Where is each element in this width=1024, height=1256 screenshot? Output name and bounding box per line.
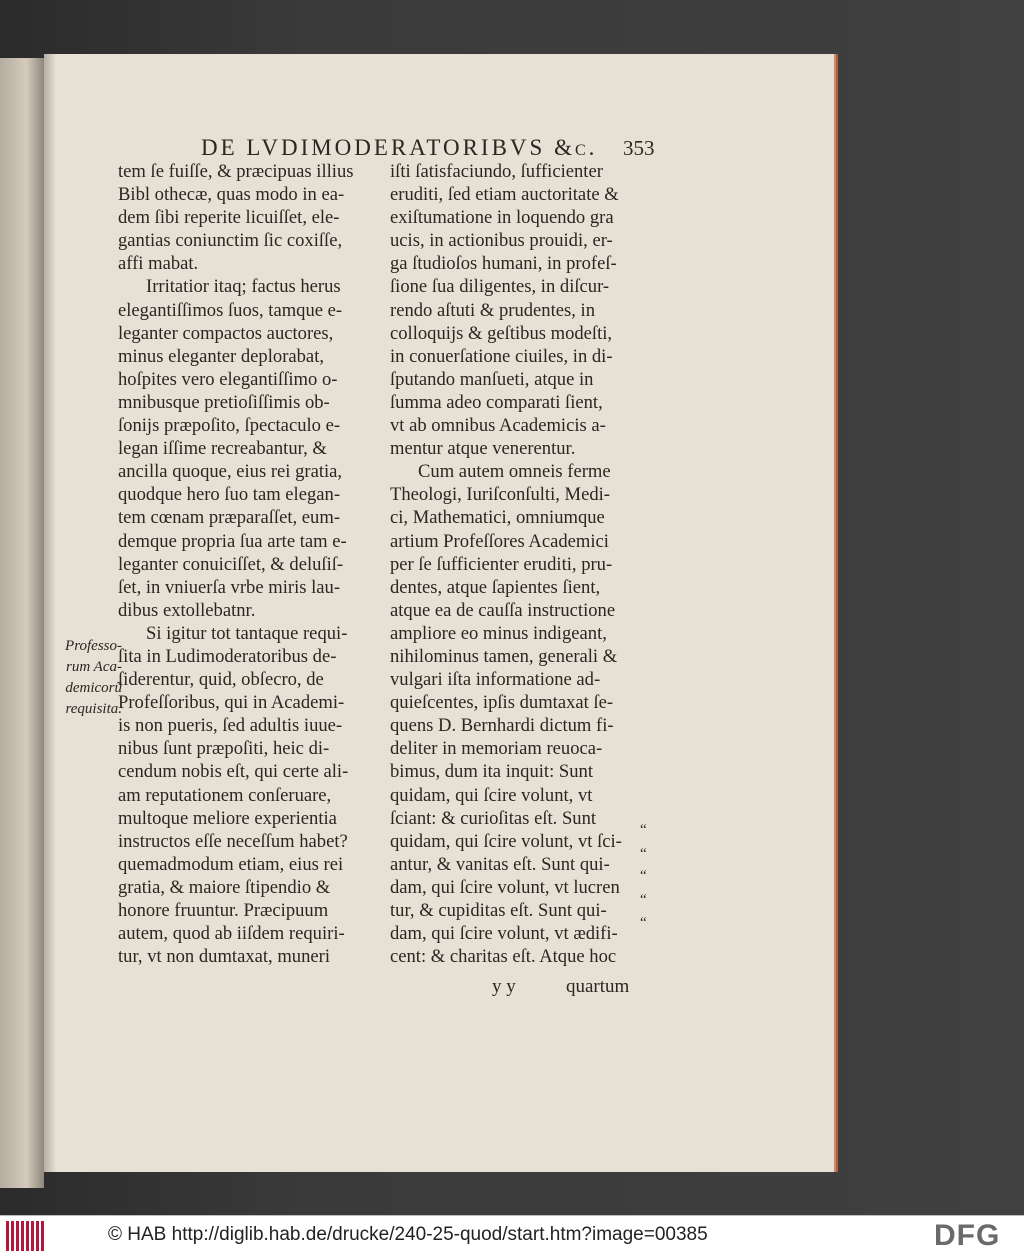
- text-line: nihilominus tamen, generali &: [390, 645, 618, 667]
- text-line: vulgari iſta informatione ad-: [390, 669, 601, 691]
- catchword: quartum: [566, 976, 630, 997]
- footer-bar: [0, 1215, 1024, 1256]
- marginal-note-line: rum Aca-: [66, 659, 122, 675]
- text-line: Irritatior itaq; factus herus: [146, 276, 341, 298]
- text-line: leganter compactos auctores,: [118, 322, 334, 344]
- text-line: ucis, in actionibus prouidi, er-: [390, 230, 613, 252]
- text-line: instructos eſſe neceſſum habet?: [118, 830, 348, 852]
- text-line: ampliore eo minus indigeant,: [390, 622, 607, 644]
- left-page-edge: [0, 58, 44, 1188]
- text-line: vt ab omnibus Academicis a-: [390, 415, 606, 437]
- text-line: tur, & cupiditas eſt. Sunt qui-: [390, 900, 607, 921]
- text-line: ſione ſua diligentes, in diſcur-: [390, 276, 610, 298]
- text-line: per ſe ſufficienter eruditi, pru-: [390, 553, 613, 575]
- text-line: mnibusque pretioſiſſimis ob-: [118, 391, 330, 413]
- text-line: quidam, qui ſcire volunt, vt: [390, 784, 593, 806]
- text-line: is non pueris, ſed adultis iuue-: [118, 715, 343, 737]
- hab-logo-icon[interactable]: [6, 1221, 46, 1251]
- quote-mark: “: [640, 822, 647, 838]
- text-line: dam, qui ſcire volunt, vt lucren: [390, 876, 620, 898]
- text-line: autem, quod ab iiſdem requiri-: [118, 923, 345, 945]
- text-line: tem ſe fuiſſe, & præcipuas illius: [118, 161, 354, 182]
- marginal-note-line: requisita.: [65, 701, 122, 717]
- text-line: rendo aſtuti & prudentes, in: [390, 299, 596, 321]
- text-line: nibus ſunt præpoſiti, heic di-: [118, 738, 330, 760]
- page-spine-shadow: [44, 54, 56, 1172]
- text-line: ſonijs præpoſito, ſpectaculo e-: [118, 415, 341, 437]
- text-line: honore fruuntur. Præcipuum: [118, 900, 329, 921]
- quote-mark: “: [640, 868, 647, 884]
- text-line: quidam, qui ſcire volunt, vt ſci-: [390, 830, 622, 852]
- text-line: quieſcentes, ipſis dumtaxat ſe-: [390, 692, 614, 714]
- text-line: bimus, dum ita inquit: Sunt: [390, 761, 593, 783]
- text-line: cent: & charitas eſt. Atque hoc: [390, 946, 617, 968]
- text-line: iſti ſatisfaciundo, ſufficienter: [390, 161, 603, 182]
- text-line: quens D. Bernhardi dictum fi-: [390, 715, 614, 737]
- text-line: quemadmodum etiam, eius rei: [118, 853, 344, 875]
- text-line: ga ſtudioſos humani, in profeſ-: [390, 253, 617, 275]
- text-line: antur, & vanitas eſt. Sunt qui-: [390, 853, 610, 875]
- text-line: dentes, atque ſapientes ſient,: [390, 576, 601, 598]
- signature-mark: y y: [492, 976, 516, 997]
- text-line: minus eleganter deplorabat,: [118, 345, 325, 367]
- text-line: dibus extollebatnr.: [118, 599, 256, 621]
- text-line: Si igitur tot tantaque requi-: [146, 622, 348, 644]
- footer-source-link[interactable]: © HAB http://diglib.hab.de/drucke/240-25-quod/start.htm?image=00385: [108, 1224, 708, 1245]
- text-line: atque ea de cauſſa instructione: [390, 599, 616, 621]
- quote-mark: “: [640, 915, 647, 931]
- marginal-note-line: Professo-: [65, 638, 122, 654]
- text-line: elegantiſſimos ſuos, tamque e-: [118, 299, 343, 321]
- quote-mark: “: [640, 846, 647, 862]
- text-line: ſputando manſueti, atque in: [390, 368, 594, 390]
- text-column-right: [390, 160, 652, 968]
- page-number: 353: [623, 136, 655, 160]
- text-line: ancilla quoque, eius rei gratia,: [118, 461, 343, 483]
- text-line: Bibl othecæ, quas modo in ea-: [118, 184, 345, 206]
- text-line: dam, qui ſcire volunt, vt ædifi-: [390, 923, 618, 945]
- text-line: artium Profeſſores Academici: [390, 530, 609, 552]
- quote-mark: “: [640, 892, 647, 908]
- dfg-logo[interactable]: DFG: [934, 1219, 1001, 1252]
- text-line: am reputationem conſeruare,: [118, 784, 332, 806]
- text-line: colloquijs & geſtibus modeſti,: [390, 322, 613, 344]
- marginal-note: [50, 636, 122, 720]
- text-line: gantias coniunctim ſic coxiſſe,: [118, 230, 343, 252]
- text-line: in conuerſatione ciuiles, in di-: [390, 345, 613, 367]
- text-line: exiſtumatione in loquendo gra: [390, 207, 614, 229]
- text-line: legan iſſime recreabantur, &: [118, 438, 327, 460]
- text-line: leganter conuiciſſet, & deluſiſ-: [118, 553, 344, 575]
- text-line: tem cœnam præparaſſet, eum-: [118, 507, 341, 529]
- running-title: DE LVDIMODERATORIBVS &c.: [201, 135, 598, 160]
- text-line: cendum nobis eſt, qui certe ali-: [118, 761, 349, 783]
- text-line: ſiderentur, quid, obſecro, de: [118, 669, 324, 691]
- text-line: Cum autem omneis ferme: [418, 461, 611, 483]
- text-line: ſciant: & curioſitas eſt. Sunt: [390, 807, 597, 829]
- running-head: [201, 134, 661, 162]
- text-line: tur, vt non dumtaxat, muneri: [118, 946, 331, 968]
- text-column-left: [118, 160, 380, 968]
- text-line: hoſpites vero elegantiſſimo o-: [118, 368, 338, 390]
- text-line: eruditi, ſed etiam auctoritate &: [390, 184, 619, 206]
- text-line: multoque meliore experientia: [118, 807, 337, 829]
- text-line: mentur atque venerentur.: [390, 438, 576, 460]
- text-line: gratia, & maiore ſtipendio &: [118, 876, 331, 898]
- text-line: ci, Mathematici, omniumque: [390, 507, 605, 529]
- text-line: demque propria ſua arte tam e-: [118, 530, 347, 552]
- text-line: affi mabat.: [118, 253, 199, 275]
- text-line: dem ſibi reperite licuiſſet, ele-: [118, 207, 340, 229]
- text-line: quodque hero ſuo tam elegan-: [118, 484, 341, 506]
- text-line: ſet, in vniuerſa vrbe miris lau-: [118, 576, 341, 598]
- text-line: Profeſſoribus, qui in Academi-: [118, 692, 345, 714]
- text-line: Theologi, Iuriſconſulti, Medi-: [390, 484, 610, 506]
- text-line: ſumma adeo comparati ſient,: [390, 391, 603, 413]
- marginal-note-line: demicorũ: [65, 680, 122, 696]
- text-line: deliter in memoriam reuoca-: [390, 738, 603, 760]
- text-line: ſita in Ludimoderatoribus de-: [118, 645, 337, 667]
